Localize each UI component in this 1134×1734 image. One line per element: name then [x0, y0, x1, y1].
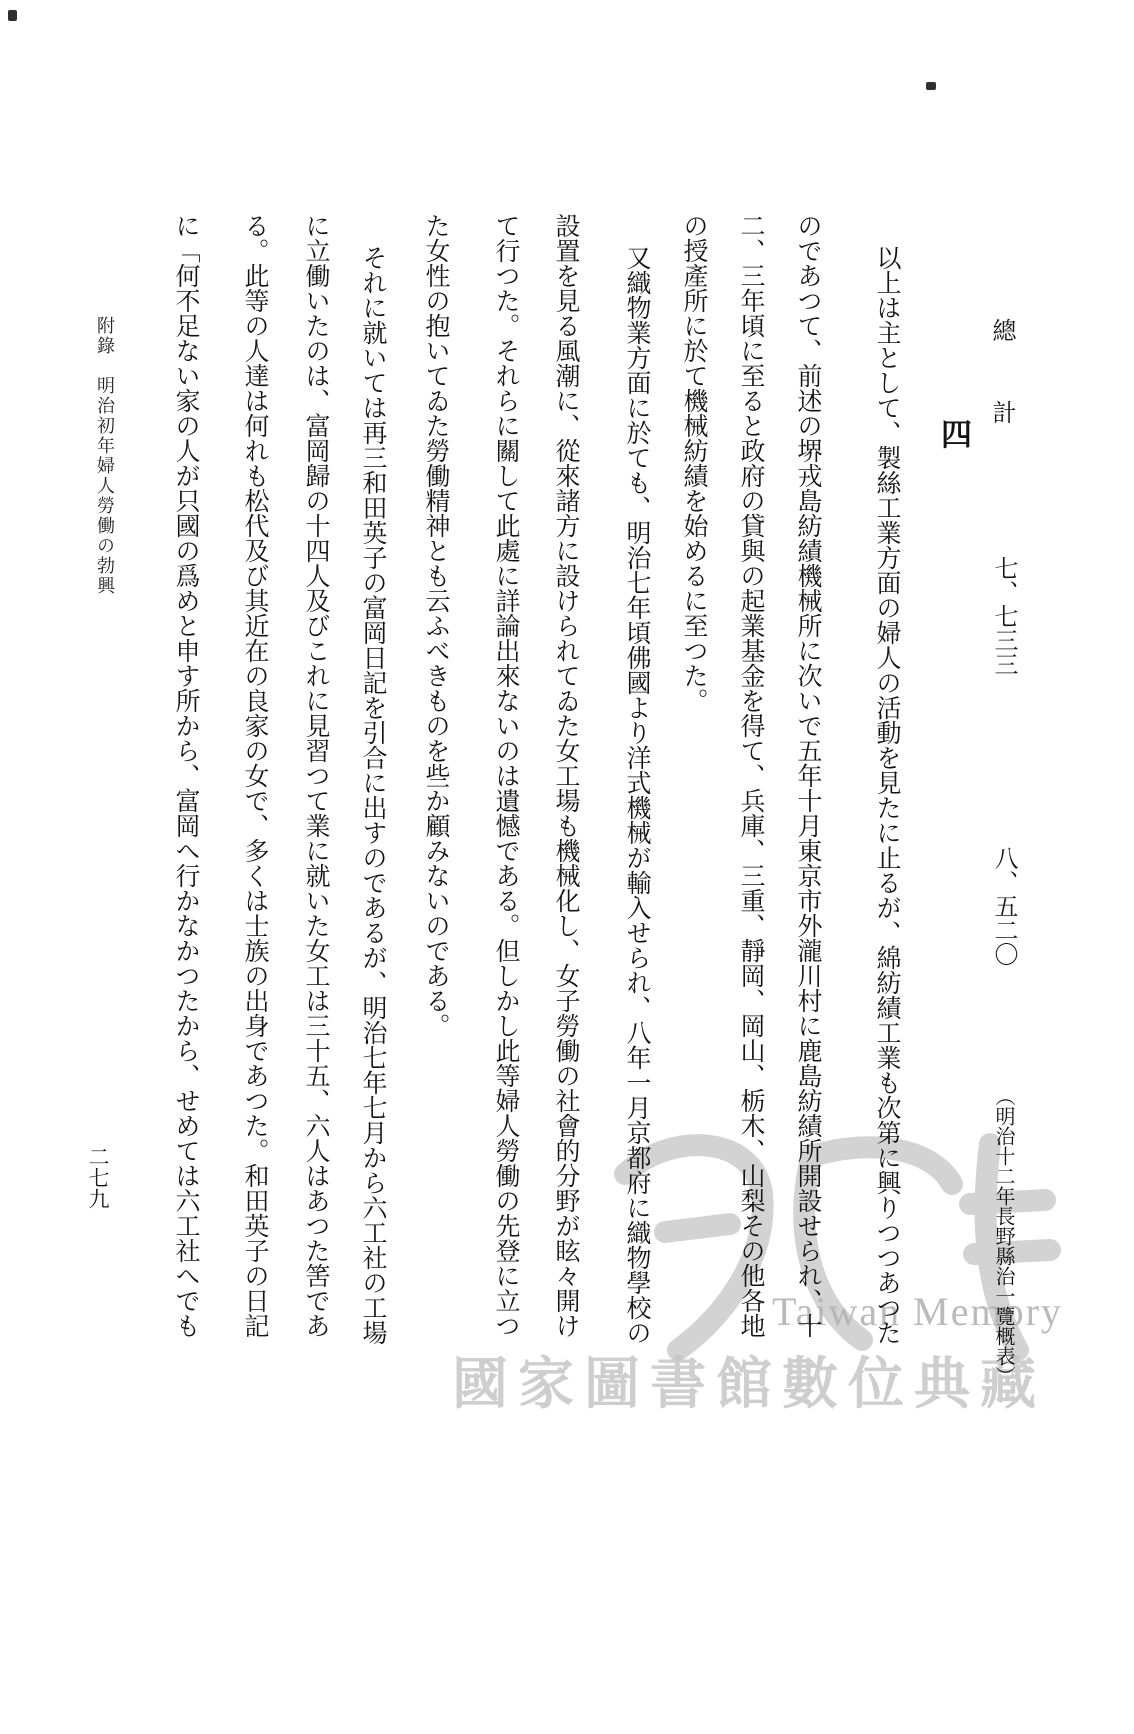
table-source-note: （明治十二年長野縣治一覽概表） [992, 1086, 1014, 1386]
body-column-2: のであつて、前述の堺戎島紡績機械所に次いで五年十月東京市外瀧川村に鹿島紡績所開設せられ、十 [794, 213, 821, 1338]
body-column-7: て行つた。それらに關して此處に詳論出來ないのは遺憾である。但しかし此等婦人勞働の先登に立つ [492, 213, 519, 1338]
page-number: 二七九 [86, 1146, 110, 1209]
body-column-6: 設置を見る風潮に、從來諸方に設けられてゐた女工場も機械化し、女子勞働の社會的分野が眩々開け [552, 213, 579, 1338]
body-column-11: る。此等の人達は何れも松代及び其近在の良家の女で、多くは士族の出身であつた。和田英子の日記 [241, 213, 268, 1338]
watermark-latin-text: Taiwan Memory [772, 1289, 1063, 1334]
body-column-3: 二、三年頃に至ると政府の貸與の起業基金を得て、兵庫、三重、靜岡、岡山、栃木、山梨その他各地 [737, 213, 764, 1338]
body-column-5: 又織物業方面に於ても、明治七年頃佛國より洋式機械が輸入せられ、八年一月京都府に織物學校の [623, 245, 650, 1345]
body-column-10: に立働いたのは、富岡歸の十四人及びこれに見習つて業に就いた女工は三十五、六人はあつた筈であ [302, 213, 329, 1338]
body-column-1: 以上は主として、製絲工業方面の婦人の活動を見たに止るが、綿紡績工業も次第に興りつつあつた [873, 245, 900, 1345]
body-column-12: に「何不足ない家の人が只國の爲めと申す所から、富岡へ行かなかつたから、せめては六工社へでも [172, 213, 199, 1338]
table-total-label: 總計 [988, 318, 1014, 482]
scan-speck-top-right [926, 82, 936, 90]
section-number: 四 [936, 418, 971, 449]
table-total-value-2: 八、五二〇 [990, 846, 1016, 966]
watermark-caption: 國家圖書館數位典藏 [452, 1354, 1046, 1416]
body-column-9: それに就いては再三和田英子の富岡日記を引合に出すのであるが、明治七年七月から六工社の工場 [359, 245, 386, 1345]
table-total-value-1: 七、七三三 [990, 556, 1016, 676]
body-column-4: の授產所に於て機械紡績を始めるに至つた。 [680, 213, 707, 713]
running-header: 附錄 明治初年婦人勞働の勃興 [95, 316, 115, 596]
scan-speck-top-left [8, 10, 17, 21]
body-column-8: た女性の抱いてゐた勞働精神とも云ふべきものを些か顧みないのである。 [422, 213, 449, 1038]
